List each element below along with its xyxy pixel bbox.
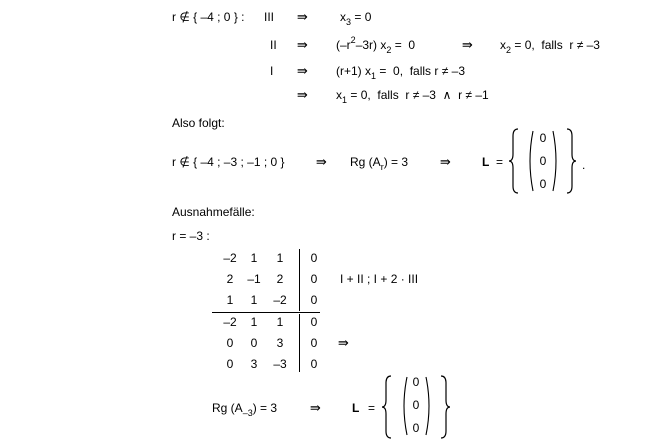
ausnahme-heading: Ausnahmefälle: (172, 205, 255, 219)
matrix-cell: 0 (310, 293, 318, 307)
matrix-cell: 3 (276, 336, 284, 350)
matrix-cell: 0 (310, 336, 318, 350)
vector-entry: 0 (412, 375, 420, 389)
vector-entry: 0 (539, 177, 547, 191)
equals-sign: = (496, 155, 504, 169)
implies-arrow: ⇛ (297, 37, 308, 52)
matrix-cell: 3 (250, 357, 258, 371)
right-brace (566, 128, 578, 194)
right-paren (552, 130, 560, 192)
row-label-ii: II (270, 38, 277, 52)
implies-arrow: ⇛ (297, 87, 308, 102)
implies-arrow: ⇛ (316, 154, 327, 169)
implies-arrow: ⇛ (338, 335, 349, 350)
left-paren (400, 376, 408, 436)
implies-arrow: ⇛ (297, 63, 308, 78)
conclusion-condition: r ∉ { –4 ; –3 ; –1 ; 0 } (172, 155, 285, 169)
equation-i: (r+1) $x_1 = 0$, falls r ≠ –3 (336, 64, 465, 81)
matrix-cell: 1 (250, 315, 258, 329)
rank-ar: Rg $(A_r) = 3$ (350, 155, 409, 172)
matrix-cell: 1 (276, 251, 284, 265)
matrix-cell: 2 (226, 272, 234, 286)
matrix-cell: 0 (310, 315, 318, 329)
left-brace (381, 375, 393, 439)
right-paren (425, 376, 433, 436)
matrix-cell: 0 (226, 357, 234, 371)
matrix-cell: 2 (276, 272, 284, 286)
matrix-cell: 0 (310, 357, 318, 371)
implies-arrow: ⇛ (310, 400, 321, 415)
left-brace (508, 128, 520, 194)
equation-ii: $(-r^2-3r) x_2 = 0$ (336, 35, 416, 55)
matrix-cell: 0 (310, 272, 318, 286)
row-label-i: I (270, 64, 274, 78)
matrix-cell: 0 (226, 336, 234, 350)
matrix-cell: 0 (310, 251, 318, 265)
also-folgt-label: Also folgt: (172, 116, 225, 130)
matrix-cell: 1 (276, 315, 284, 329)
matrix-cell: 1 (250, 251, 258, 265)
augment-line (299, 314, 300, 372)
implies-arrow: ⇛ (297, 9, 308, 24)
vector-entry: 0 (539, 154, 547, 168)
result-x3: $x_3 = 0$ (340, 10, 372, 27)
implies-arrow: ⇛ (462, 37, 473, 52)
equals-sign: = (368, 401, 376, 415)
left-paren (526, 130, 534, 192)
result-x1: $x_1 = 0$, falls r ≠ –3 ∧ r ≠ –1 (336, 88, 489, 105)
right-brace (440, 375, 452, 439)
matrix-cell: –2 (223, 251, 237, 265)
vector-entry: 0 (412, 421, 420, 435)
row-operations: I + II ; I + 2 · III (340, 272, 419, 286)
solution-set-label: L (482, 155, 490, 169)
vector-entry: 0 (539, 131, 547, 145)
matrix-cell: 1 (226, 293, 234, 307)
result-x2: $x_2 = 0$, falls r ≠ –3 (500, 38, 600, 55)
case-condition: r ∉ { –4 ; 0 } : (172, 10, 245, 24)
period: . (582, 158, 586, 172)
rank-a-minus3: Rg $(A_{-3}) = 3$ (212, 401, 278, 418)
matrix-divider (212, 312, 320, 313)
augment-line (299, 249, 300, 311)
vector-entry: 0 (412, 398, 420, 412)
solution-set-label: L (352, 401, 360, 415)
matrix-cell: –2 (273, 293, 287, 307)
matrix-cell: 1 (250, 293, 258, 307)
matrix-cell: –1 (247, 272, 261, 286)
matrix-cell: 0 (250, 336, 258, 350)
row-label-iii: III (264, 10, 275, 24)
matrix-cell: –2 (223, 315, 237, 329)
r-case-label: r = –3 : (172, 229, 210, 243)
implies-arrow: ⇛ (440, 154, 451, 169)
matrix-cell: –3 (273, 357, 287, 371)
